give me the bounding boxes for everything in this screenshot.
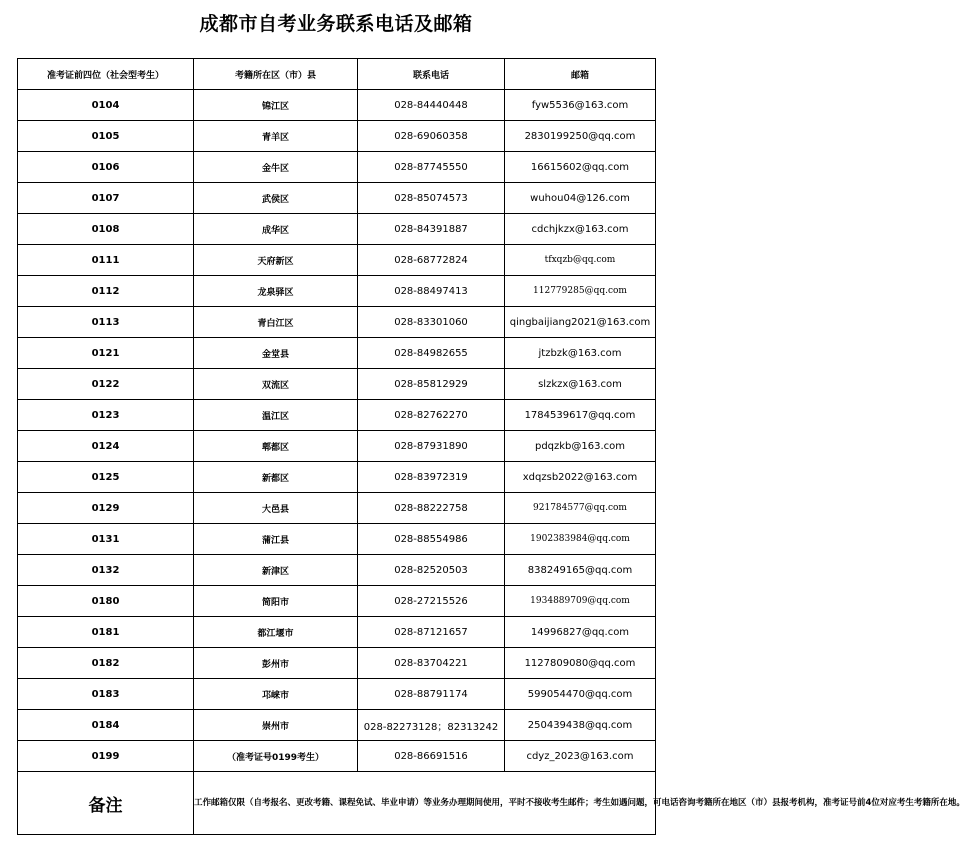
table-row (18, 431, 656, 462)
cell-district: 武侯区 (194, 183, 358, 214)
cell-code: 0132 (18, 555, 194, 586)
cell-phone: 028-84982655 (358, 338, 505, 369)
cell-code: 0107 (18, 183, 194, 214)
cell-phone: 028-82273128；82313242 (358, 710, 505, 741)
cell-district: 彭州市 (194, 648, 358, 679)
table-row (18, 648, 656, 679)
table-row (18, 276, 656, 307)
cell-email: qingbaijiang2021@163.com (505, 307, 656, 338)
cell-district: 郫都区 (194, 431, 358, 462)
cell-phone: 028-85074573 (358, 183, 505, 214)
cell-phone: 028-27215526 (358, 586, 505, 617)
cell-phone: 028-69060358 (358, 121, 505, 152)
table-row (18, 338, 656, 369)
cell-email: cdchjkzx@163.com (505, 214, 656, 245)
cell-email: xdqzsb2022@163.com (505, 462, 656, 493)
cell-email: 1902383984@qq.com (505, 524, 656, 555)
cell-phone: 028-87745550 (358, 152, 505, 183)
cell-district: 龙泉驿区 (194, 276, 358, 307)
cell-district: 都江堰市 (194, 617, 358, 648)
cell-district: 新都区 (194, 462, 358, 493)
table-header-row (18, 59, 656, 90)
cell-district: 蒲江县 (194, 524, 358, 555)
cell-code: 0184 (18, 710, 194, 741)
table-row (18, 462, 656, 493)
cell-email: 838249165@qq.com (505, 555, 656, 586)
cell-code: 0131 (18, 524, 194, 555)
cell-email: 14996827@qq.com (505, 617, 656, 648)
cell-code: 0121 (18, 338, 194, 369)
cell-phone: 028-68772824 (358, 245, 505, 276)
cell-email: wuhou04@126.com (505, 183, 656, 214)
cell-code: 0122 (18, 369, 194, 400)
table-row (18, 400, 656, 431)
notes-row (18, 772, 656, 835)
table-row (18, 555, 656, 586)
cell-district: 金堂县 (194, 338, 358, 369)
column-header-phone: 联系电话 (358, 59, 505, 90)
cell-district: 新津区 (194, 555, 358, 586)
table-row (18, 183, 656, 214)
cell-phone: 028-85812929 (358, 369, 505, 400)
cell-district: 双流区 (194, 369, 358, 400)
cell-phone: 028-84440448 (358, 90, 505, 121)
table-row (18, 214, 656, 245)
cell-email: 16615602@qq.com (505, 152, 656, 183)
cell-phone: 028-83301060 (358, 307, 505, 338)
column-header-email: 邮箱 (505, 59, 656, 90)
cell-district: 温江区 (194, 400, 358, 431)
cell-email: 1127809080@qq.com (505, 648, 656, 679)
cell-phone: 028-88791174 (358, 679, 505, 710)
cell-phone: 028-87931890 (358, 431, 505, 462)
notes-label: 备注 (18, 772, 194, 835)
cell-phone: 028-83972319 (358, 462, 505, 493)
cell-code: 0182 (18, 648, 194, 679)
cell-phone: 028-88222758 (358, 493, 505, 524)
table-row (18, 152, 656, 183)
table-row (18, 369, 656, 400)
cell-email: 1784539617@qq.com (505, 400, 656, 431)
column-header-code: 准考证前四位（社会型考生） (18, 59, 194, 90)
cell-code: 0180 (18, 586, 194, 617)
table-body (18, 90, 656, 772)
cell-district: 锦江区 (194, 90, 358, 121)
cell-code: 0104 (18, 90, 194, 121)
cell-phone: 028-82762270 (358, 400, 505, 431)
cell-code: 0124 (18, 431, 194, 462)
cell-email: pdqzkb@163.com (505, 431, 656, 462)
contacts-table (17, 58, 965, 835)
cell-email: 2830199250@qq.com (505, 121, 656, 152)
cell-email: 599054470@qq.com (505, 679, 656, 710)
cell-district: 邛崃市 (194, 679, 358, 710)
table-row (18, 617, 656, 648)
cell-email: slzkzx@163.com (505, 369, 656, 400)
cell-district: 崇州市 (194, 710, 358, 741)
cell-code: 0123 (18, 400, 194, 431)
cell-code: 0111 (18, 245, 194, 276)
table-row (18, 121, 656, 152)
table-row (18, 245, 656, 276)
cell-code: 0181 (18, 617, 194, 648)
table-row (18, 741, 656, 772)
cell-district: 成华区 (194, 214, 358, 245)
cell-phone: 028-88497413 (358, 276, 505, 307)
table-row (18, 524, 656, 555)
cell-phone: 028-82520503 (358, 555, 505, 586)
cell-code: 0106 (18, 152, 194, 183)
cell-district: 天府新区 (194, 245, 358, 276)
cell-phone: 028-83704221 (358, 648, 505, 679)
table-row (18, 307, 656, 338)
cell-district: 青白江区 (194, 307, 358, 338)
cell-email: 1934889709@qq.com (505, 586, 656, 617)
table-row (18, 493, 656, 524)
cell-code: 0129 (18, 493, 194, 524)
table-row (18, 90, 656, 121)
table-row (18, 586, 656, 617)
cell-email: 250439438@qq.com (505, 710, 656, 741)
cell-phone: 028-86691516 (358, 741, 505, 772)
table-row (18, 679, 656, 710)
cell-email: cdyz_2023@163.com (505, 741, 656, 772)
cell-code: 0105 (18, 121, 194, 152)
cell-email: 921784577@qq.com (505, 493, 656, 524)
cell-district: （准考证号0199考生） (194, 741, 358, 772)
notes-text: 工作邮箱仅限（自考报名、更改考籍、课程免试、毕业申请）等业务办理期间使用，平时不接收考生邮件；考生如遇问题，可电话咨询考籍所在地区（市）县报考机构，准考证号前4位对应考生考籍所在地。 (194, 772, 656, 835)
cell-email: 112779285@qq.com (505, 276, 656, 307)
cell-code: 0125 (18, 462, 194, 493)
cell-district: 大邑县 (194, 493, 358, 524)
cell-email: fyw5536@163.com (505, 90, 656, 121)
cell-email: tfxqzb@qq.com (505, 245, 656, 276)
page-title: 成都市自考业务联系电话及邮箱 (199, 13, 473, 35)
cell-phone: 028-87121657 (358, 617, 505, 648)
cell-code: 0199 (18, 741, 194, 772)
cell-district: 青羊区 (194, 121, 358, 152)
cell-phone: 028-88554986 (358, 524, 505, 555)
column-header-district: 考籍所在区（市）县 (194, 59, 358, 90)
cell-code: 0113 (18, 307, 194, 338)
cell-code: 0183 (18, 679, 194, 710)
cell-district: 简阳市 (194, 586, 358, 617)
cell-phone: 028-84391887 (358, 214, 505, 245)
cell-code: 0108 (18, 214, 194, 245)
table-row (18, 710, 656, 741)
cell-code: 0112 (18, 276, 194, 307)
cell-email: jtzbzk@163.com (505, 338, 656, 369)
cell-district: 金牛区 (194, 152, 358, 183)
